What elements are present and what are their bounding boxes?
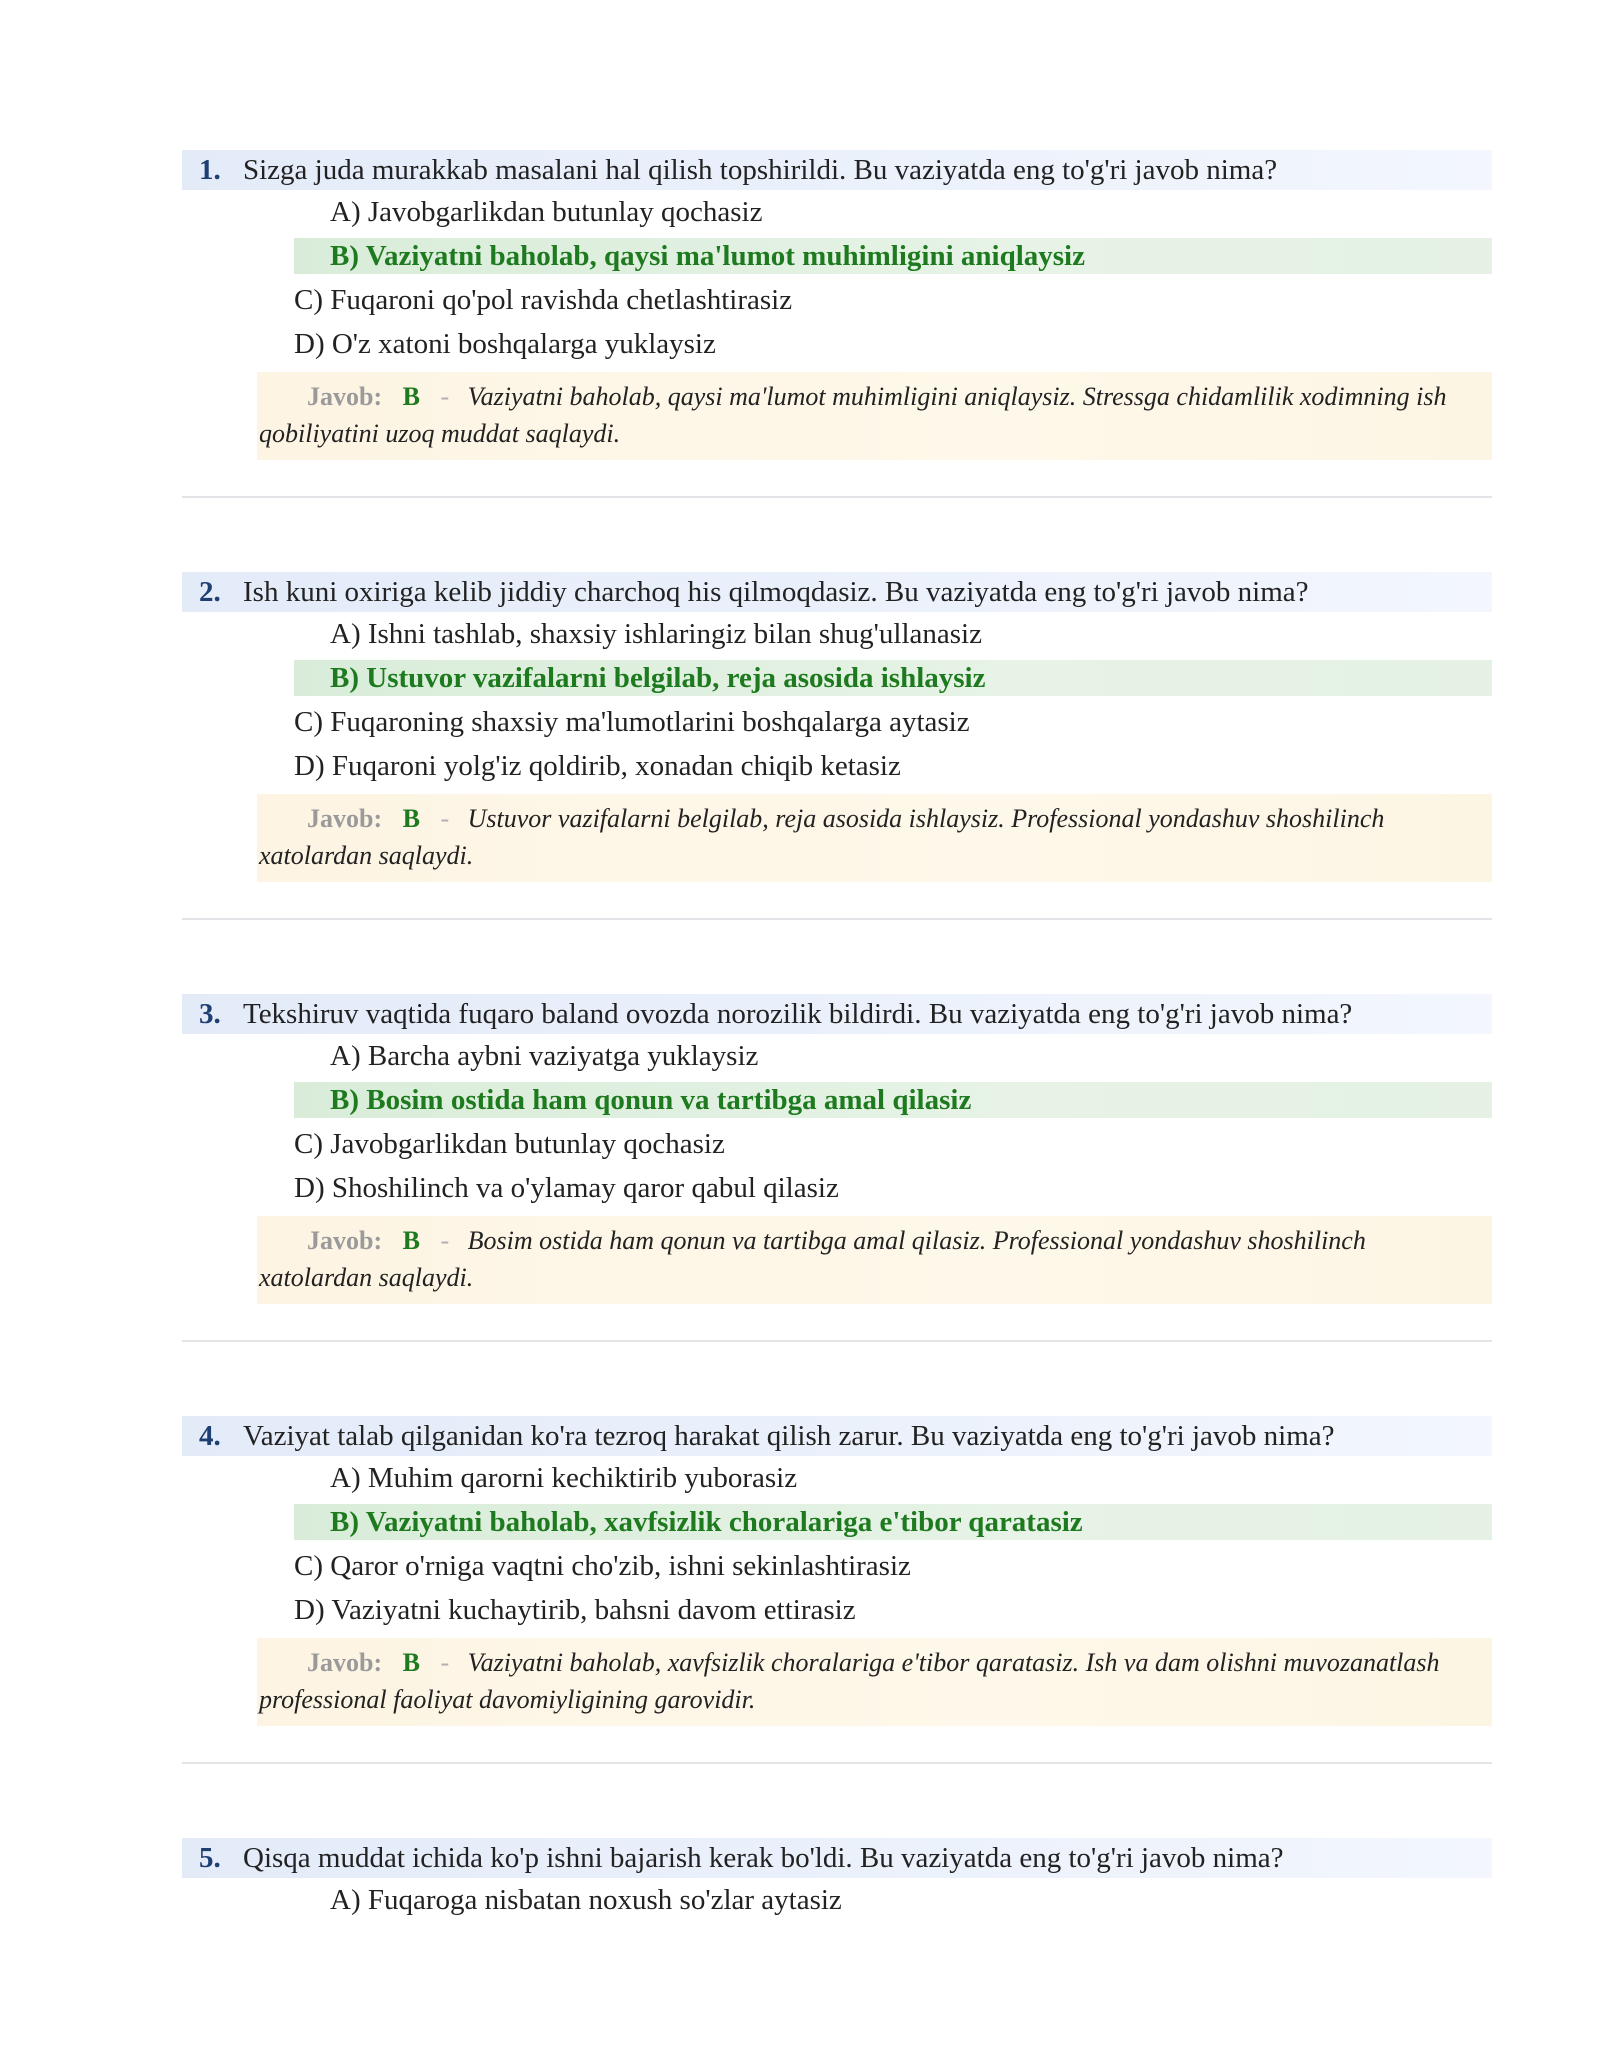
question-number: 1.	[199, 153, 221, 186]
option-d: D) Vaziyatni kuchaytirib, bahsni davom ettirasiz	[294, 1593, 856, 1626]
question-header	[182, 994, 1492, 1034]
answer-letter: B	[402, 804, 420, 833]
question-number: 4.	[199, 1419, 221, 1452]
question-text: Vaziyat talab qilganidan ko'ra tezroq harakat qilish zarur. Bu vaziyatda eng to'g'ri javob nima?	[243, 1419, 1335, 1452]
question-text: Tekshiruv vaqtida fuqaro baland ovozda norozilik bildirdi. Bu vaziyatda eng to'g'ri javob nima?	[243, 997, 1353, 1030]
answer-explanation: Bosim ostida ham qonun va tartibga amal qilasiz. Professional yondashuv shoshilinch xatolardan saqlaydi.	[259, 1226, 1366, 1292]
answer-explanation: Vaziyatni baholab, xavfsizlik choralariga e'tibor qaratasiz. Ish va dam olishni muvozanatlash professional faoliyat davomiyligining garovidir.	[259, 1648, 1440, 1714]
option-c: C) Javobgarlikdan butunlay qochasiz	[294, 1127, 725, 1160]
answer-dash: -	[440, 1648, 450, 1677]
answer-box	[257, 1216, 1492, 1304]
divider	[182, 1340, 1492, 1342]
option-b-correct: B) Ustuvor vazifalarni belgilab, reja asosida ishlaysiz	[294, 660, 1492, 696]
answer-explanation: Vaziyatni baholab, qaysi ma'lumot muhimligini aniqlaysiz. Stressga chidamlilik xodimning ish qobiliyatini uzoq muddat saqlaydi.	[259, 382, 1447, 448]
divider	[182, 918, 1492, 920]
answer-dash: -	[440, 382, 450, 411]
question-5	[182, 1838, 1492, 1922]
question-text: Sizga juda murakkab masalani hal qilish topshirildi. Bu vaziyatda eng to'g'ri javob nima?	[243, 153, 1278, 186]
answer-label: Javob:	[307, 382, 383, 411]
question-text: Qisqa muddat ichida ko'p ishni bajarish kerak bo'ldi. Bu vaziyatda eng to'g'ri javob nima?	[243, 1841, 1284, 1874]
question-4	[182, 1416, 1492, 1726]
option-b-correct: B) Bosim ostida ham qonun va tartibga amal qilasiz	[294, 1082, 1492, 1118]
answer-box	[257, 372, 1492, 460]
question-header	[182, 572, 1492, 612]
question-number: 3.	[199, 997, 221, 1030]
answer-letter: B	[402, 1226, 420, 1255]
question-3	[182, 994, 1492, 1304]
answer-explanation: Ustuvor vazifalarni belgilab, reja asosida ishlaysiz. Professional yondashuv shoshilinch xatolardan saqlaydi.	[259, 804, 1385, 870]
answer-label: Javob:	[307, 804, 383, 833]
option-a: A) Muhim qarorni kechiktirib yuborasiz	[330, 1461, 798, 1494]
option-a: A) Barcha aybni vaziyatga yuklaysiz	[330, 1039, 759, 1072]
question-number: 5.	[199, 1841, 221, 1874]
option-c: C) Fuqaroning shaxsiy ma'lumotlarini boshqalarga aytasiz	[294, 705, 970, 738]
question-header	[182, 1416, 1492, 1456]
answer-dash: -	[440, 804, 450, 833]
option-d: D) O'z xatoni boshqalarga yuklaysiz	[294, 327, 716, 360]
answer-label: Javob:	[307, 1648, 383, 1677]
option-d: D) Fuqaroni yolg'iz qoldirib, xonadan chiqib ketasiz	[294, 749, 901, 782]
question-number: 2.	[199, 575, 221, 608]
option-a: A) Fuqaroga nisbatan noxush so'zlar aytasiz	[330, 1883, 842, 1916]
option-c: C) Qaror o'rniga vaqtni cho'zib, ishni sekinlashtirasiz	[294, 1549, 911, 1582]
answer-label: Javob:	[307, 1226, 383, 1255]
answer-box	[257, 794, 1492, 882]
option-b-correct: B) Vaziyatni baholab, qaysi ma'lumot muhimligini aniqlaysiz	[294, 238, 1492, 274]
question-1	[182, 150, 1492, 460]
option-a: A) Ishni tashlab, shaxsiy ishlaringiz bilan shug'ullanasiz	[330, 617, 982, 650]
answer-letter: B	[402, 1648, 420, 1677]
question-header	[182, 150, 1492, 190]
option-a: A) Javobgarlikdan butunlay qochasiz	[330, 195, 763, 228]
answer-dash: -	[440, 1226, 450, 1255]
question-2	[182, 572, 1492, 882]
divider	[182, 1762, 1492, 1764]
divider	[182, 496, 1492, 498]
option-b-correct: B) Vaziyatni baholab, xavfsizlik choralariga e'tibor qaratasiz	[294, 1504, 1492, 1540]
question-header	[182, 1838, 1492, 1878]
answer-box	[257, 1638, 1492, 1726]
answer-letter: B	[402, 382, 420, 411]
question-text: Ish kuni oxiriga kelib jiddiy charchoq his qilmoqdasiz. Bu vaziyatda eng to'g'ri javob nima?	[243, 575, 1309, 608]
option-c: C) Fuqaroni qo'pol ravishda chetlashtirasiz	[294, 283, 793, 316]
option-d: D) Shoshilinch va o'ylamay qaror qabul qilasiz	[294, 1171, 839, 1204]
